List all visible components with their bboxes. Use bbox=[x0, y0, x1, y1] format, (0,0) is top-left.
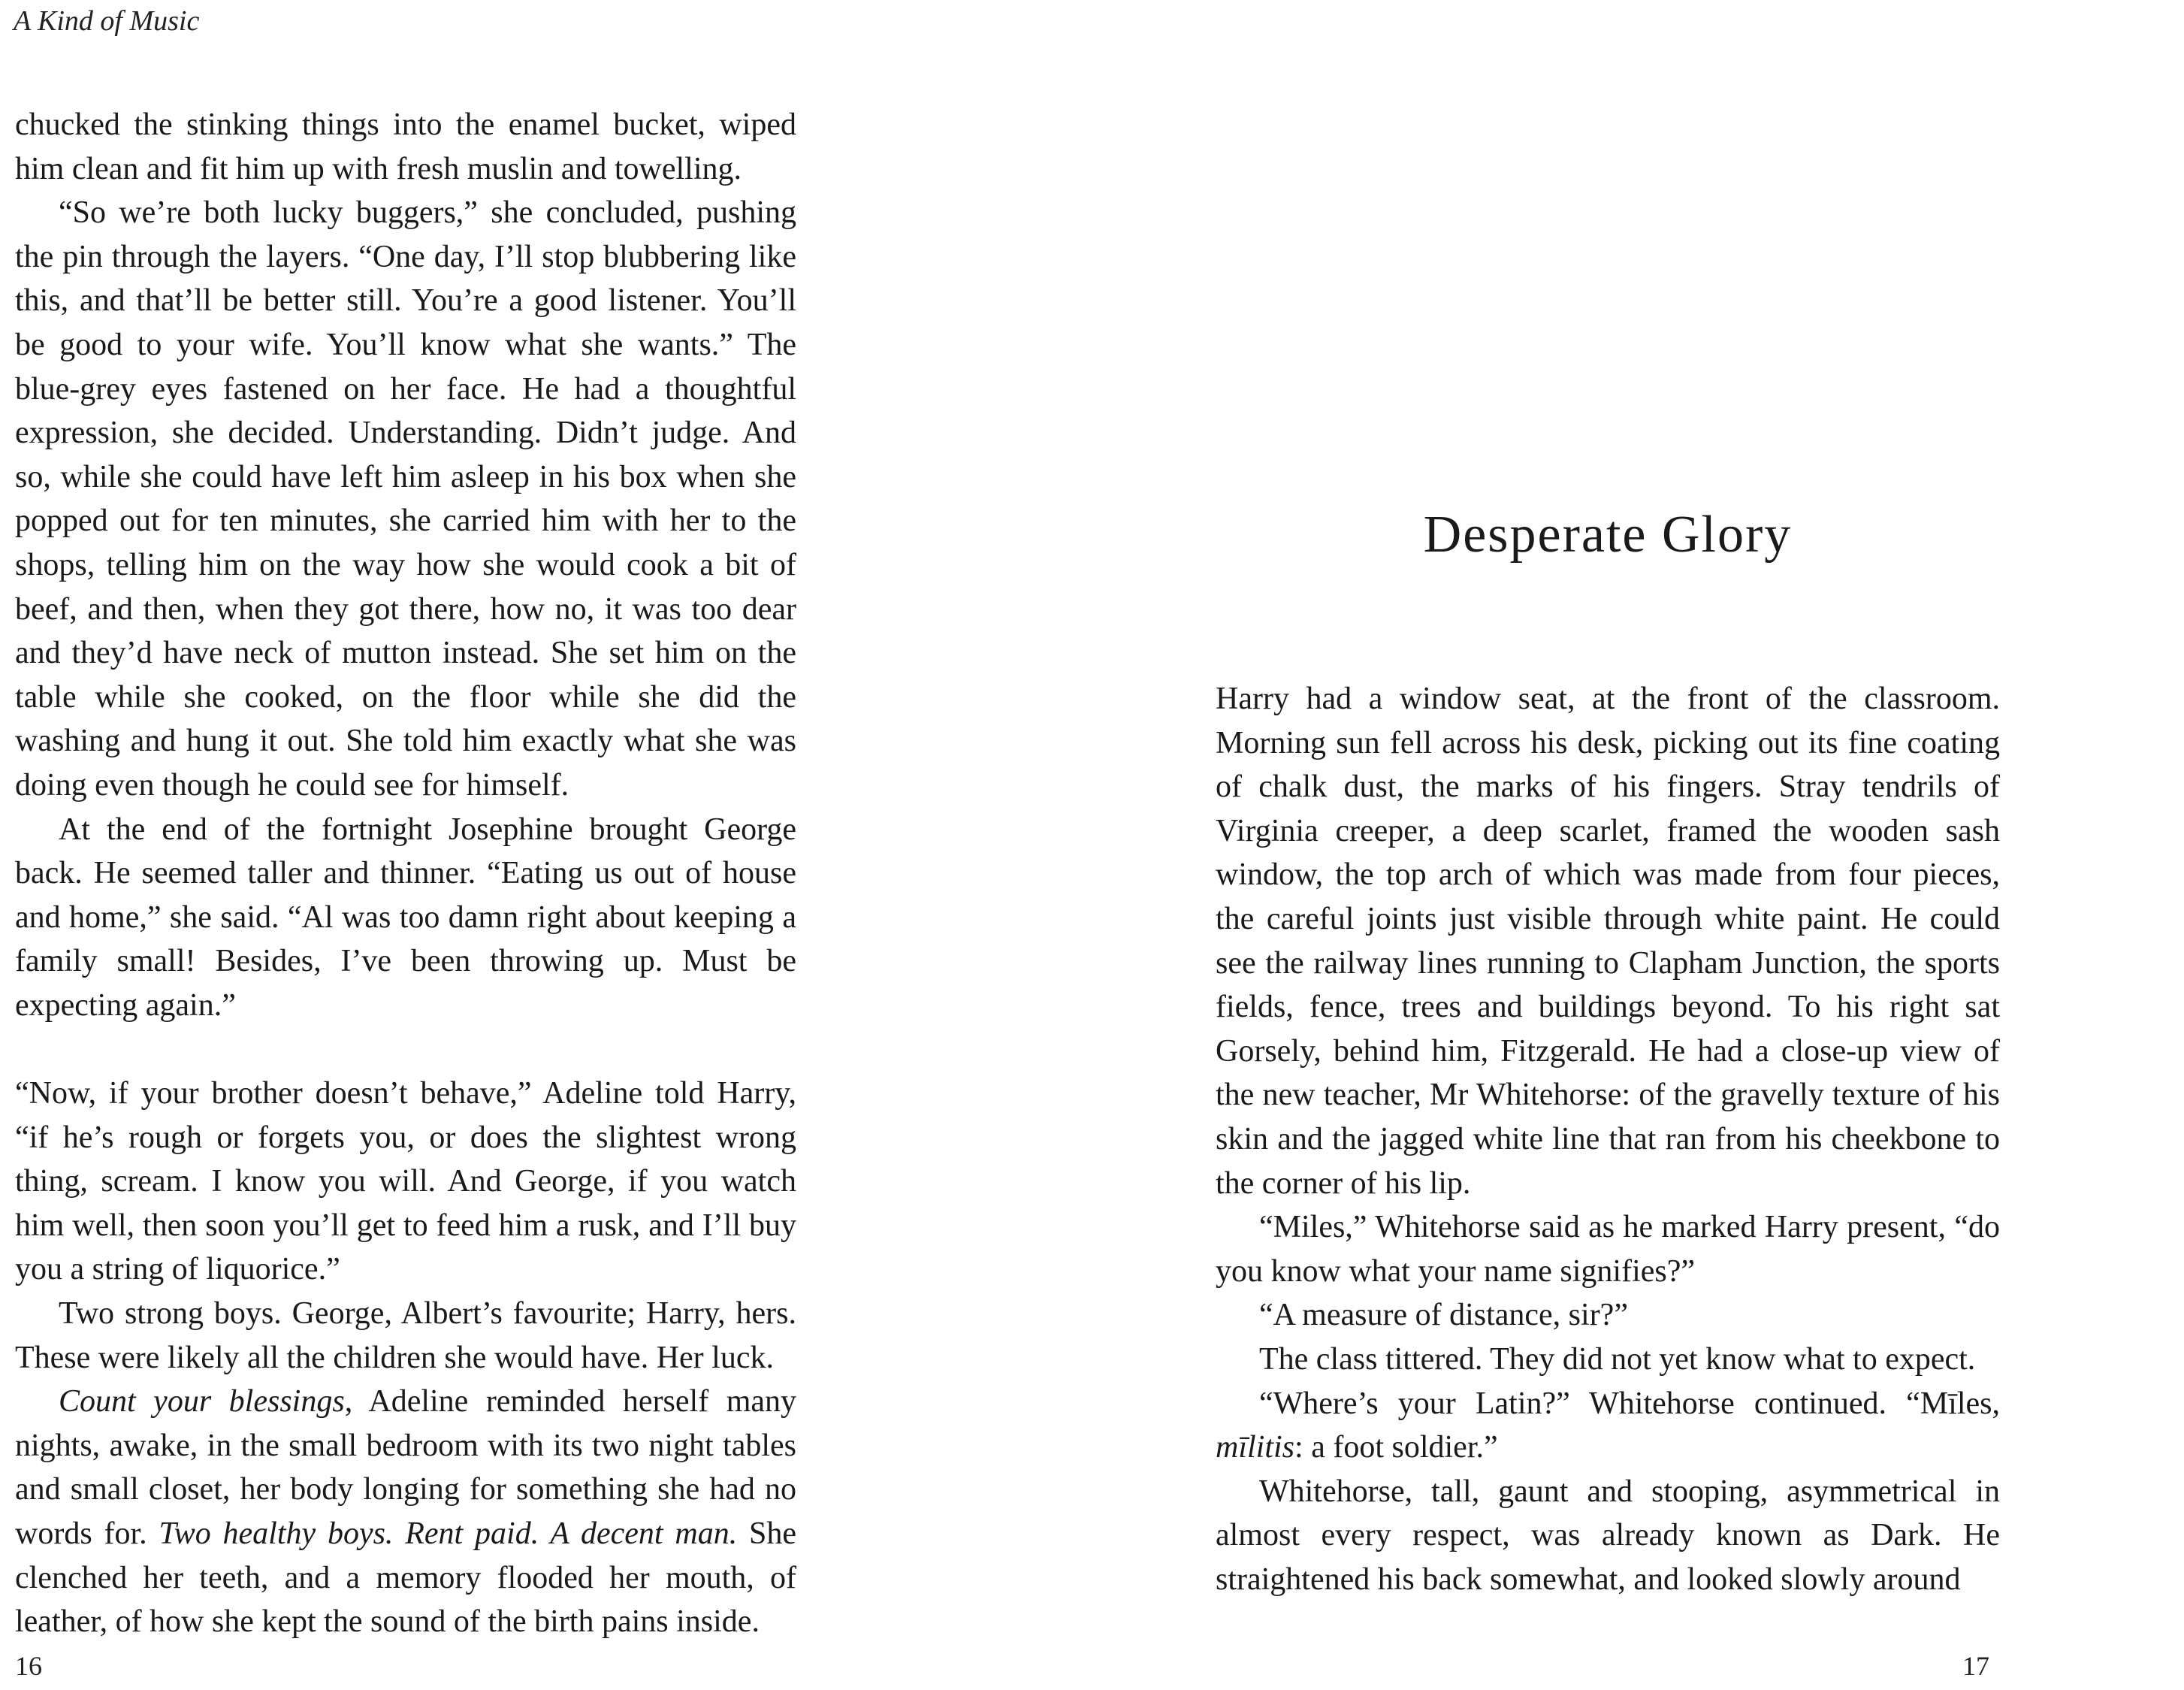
paragraph: Whitehorse, tall, gaunt and stooping, asymmetrical in almost every respect, was already known as Dark. He straightened his back somewhat, and looked slowly around bbox=[1216, 1474, 2000, 1597]
left-page bbox=[15, 0, 796, 1690]
chapter-title: Desperate Glory bbox=[1423, 506, 1793, 564]
paragraph: “A measure of distance, sir?” bbox=[1259, 1298, 1628, 1333]
right-page bbox=[1216, 0, 2000, 1690]
paragraph: “Now, if your brother doesn’t behave,” Adeline told Harry, “if he’s rough or forgets you, or does the slightest wrong thing, scream. I know you will. And George, if you watch him well, then soon you’ll get to feed him a rusk, and I’ll buy you a string of liquorice.” bbox=[15, 1076, 796, 1287]
right-page-body bbox=[1216, 677, 2000, 1601]
paragraph: “So we’re both lucky buggers,” she concluded, pushing the pin through the layers. “One day, I’ll stop blubbering like this, and that’ll be better still. You’re a good listener. You’ll be good to your wife. You’ll know what she wants.” The blue-grey eyes fastened on her face. He had a thoughtful expression, she decided. Understanding. Didn’t judge. And so, while she could have left him asleep in his box when she popped out for ten minutes, she carried him with her to the shops, telling him on the way how she would cook a bit of beef, and then, when they got there, how no, it was too dear and they’d have neck of mutton instead. She set him on the table while she cooked, on the floor while she did the washing and hung it out. She told him exactly what she was doing even though he could see for himself. bbox=[15, 195, 796, 803]
paragraph: The class tittered. They did not yet know what to expect. bbox=[1259, 1341, 1976, 1377]
paragraph bbox=[15, 1380, 796, 1644]
text-run: : a foot soldier.” bbox=[1294, 1430, 1498, 1465]
paragraph: chucked the stinking things into the enamel bucket, wiped him clean and fit him up with fresh muslin and towelling. bbox=[15, 107, 796, 186]
italic-phrase: Two healthy boys. Rent paid. A decent man. bbox=[159, 1516, 738, 1551]
page-number: 17 bbox=[1962, 1651, 1989, 1681]
paragraph: “Miles,” Whitehorse said as he marked Harry present, “do you know what your name signifies?” bbox=[1216, 1210, 2000, 1289]
text-run: “Where’s your Latin?” Whitehorse continued. “Mīles, bbox=[1259, 1386, 2000, 1421]
text-run: She clenched her teeth, and a memory flooded her mouth, of leather, of how she kept the sound of the birth pains inside. bbox=[15, 1516, 797, 1640]
running-head: A Kind of Music bbox=[14, 5, 200, 37]
page-number: 16 bbox=[15, 1651, 42, 1681]
italic-phrase: mīlitis bbox=[1216, 1430, 1295, 1465]
paragraph: Harry had a window seat, at the front of the classroom. Morning sun fell across his desk, picking out its fine coating of chalk dust, the marks of his fingers. Stray tendrils of Virginia creeper, a deep scarlet, framed the wooden sash window, the top arch of which was made from four pieces, the careful joints just visible through white paint. He could see the railway lines running to Clapham Junction, the sports fields, fence, trees and buildings beyond. To his right sat Gorsely, behind him, Fitzgerald. He had a close-up view of the new teacher, Mr Whitehorse: of the gravelly texture of his skin and the jagged white line that ran from his cheekbone to the corner of his lip. bbox=[1216, 682, 2000, 1201]
text-run: , Adeline reminded herself many nights, awake, in the small bedroom with its two night tables and small closet, her body longing for something she had no words for. bbox=[15, 1384, 796, 1551]
paragraph bbox=[1216, 1382, 2000, 1470]
italic-phrase: Count your blessings bbox=[59, 1384, 345, 1419]
left-page-body bbox=[15, 103, 796, 1644]
paragraph: Two strong boys. George, Albert’s favourite; Harry, hers. These were likely all the children she would have. Her luck. bbox=[15, 1296, 796, 1375]
paragraph: At the end of the fortnight Josephine brought George back. He seemed taller and thinner. “Eating us out of house and home,” she said. “Al was too damn right about keeping a family small! Besides, I’ve been throwing up. Must be expecting again.” bbox=[15, 812, 796, 1023]
